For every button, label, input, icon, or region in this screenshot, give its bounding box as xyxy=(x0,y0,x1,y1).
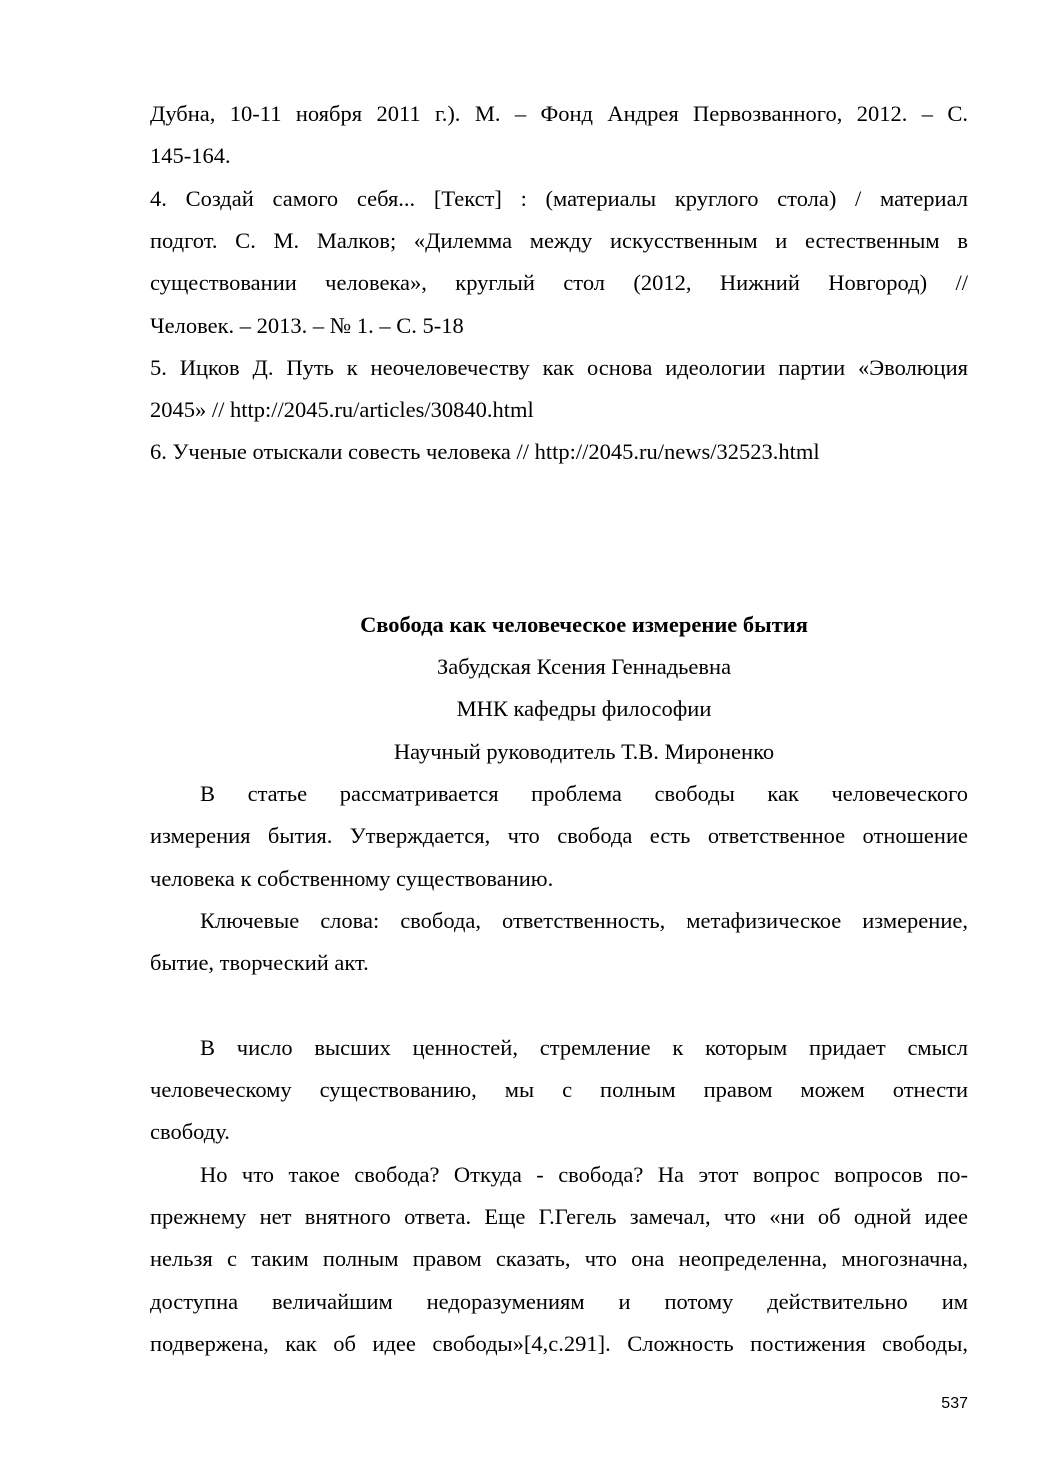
paragraph-2-line-5: подвержена, как об идее свободы»[4,с.291]. Сложность постижения свободы, xyxy=(150,1331,968,1356)
reference-4-line-1: 4. Создай самого себя... [Текст] : (материалы круглого стола) / материал xyxy=(150,186,968,211)
reference-5-line-1: 5. Ицков Д. Путь к неочеловечеству как основа идеологии партии «Эволюция xyxy=(150,355,968,380)
paragraph-1-line-3: свободу. xyxy=(150,1119,230,1144)
keywords-line-1: Ключевые слова: свобода, ответственность, метафизическое измерение, xyxy=(200,908,968,933)
article-supervisor: Научный руководитель Т.В. Мироненко xyxy=(393,739,775,764)
abstract-line-3: человека к собственному существованию. xyxy=(150,866,554,891)
paragraph-2-line-4: доступна величайшим недоразумениям и потому действительно им xyxy=(150,1289,968,1314)
abstract-line-1: В статье рассматривается проблема свободы как человеческого xyxy=(200,781,968,806)
article-title: Свобода как человеческое измерение бытия xyxy=(360,612,808,637)
reference-3-line-1: Дубна, 10-11 ноября 2011 г.). М. – Фонд Андрея Первозванного, 2012. – С. xyxy=(150,101,968,126)
paragraph-1-line-1: В число высших ценностей, стремление к которым придает смысл xyxy=(200,1035,968,1060)
abstract-line-2: измерения бытия. Утверждается, что свобода есть ответственное отношение xyxy=(150,823,968,848)
reference-4-line-4: Человек. – 2013. – № 1. – С. 5-18 xyxy=(150,313,464,338)
keywords-line-2: бытие, творческий акт. xyxy=(150,950,369,975)
reference-4-line-2: подгот. С. М. Малков; «Дилемма между искусственным и естественным в xyxy=(150,228,968,253)
reference-4-line-3: существовании человека», круглый стол (2012, Нижний Новгород) // xyxy=(150,270,968,295)
article-affiliation: МНК кафедры философии xyxy=(456,696,712,721)
article-author: Забудская Ксения Геннадьевна xyxy=(436,654,732,679)
reference-5-line-2: 2045» // http://2045.ru/articles/30840.html xyxy=(150,397,534,422)
paragraph-2-line-2: прежнему нет внятного ответа. Еще Г.Гегель замечал, что «ни об одной идее xyxy=(150,1204,968,1229)
reference-6-line-1: 6. Ученые отыскали совесть человека // http://2045.ru/news/32523.html xyxy=(150,439,820,464)
page-number: 537 xyxy=(941,1395,968,1412)
reference-3-line-2: 145-164. xyxy=(150,143,231,168)
paragraph-2-line-1: Но что такое свобода? Откуда - свобода? На этот вопрос вопросов по- xyxy=(200,1162,968,1187)
paragraph-1-line-2: человеческому существованию, мы с полным правом можем отнести xyxy=(150,1077,968,1102)
paragraph-2-line-3: нельзя с таким полным правом сказать, что она неопределенна, многозначна, xyxy=(150,1246,968,1271)
